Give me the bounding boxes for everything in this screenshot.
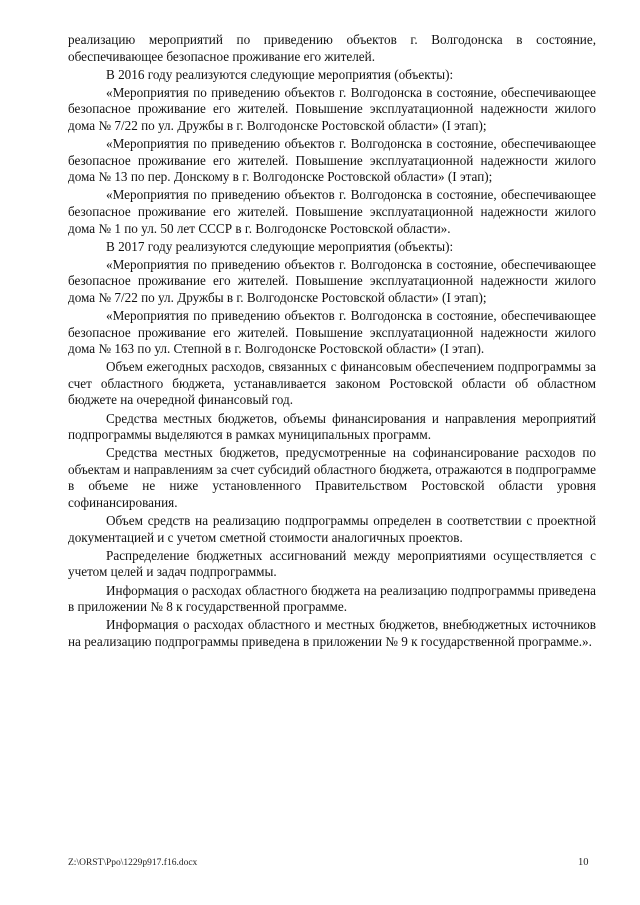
paragraph-local-budgets: Средства местных бюджетов, объемы финансирования и направления мероприятий подпрограммы выделяются в рамках муниципальных программ.: [68, 410, 596, 443]
paragraph-2017-intro: В 2017 году реализуются следующие мероприятия (объекты):: [106, 238, 454, 254]
paragraph-funding-volume: Объем средств на реализацию подпрограммы определен в соответствии с проектной документацией и с учетом сметной стоимости аналогичных проектов.: [68, 513, 596, 545]
paragraph-cofinancing: Средства местных бюджетов, предусмотренные на софинансирование расходов по объектам и направлениям за счет субсидий областного бюджета, отражаются в подпрограмме в объеме не ниже установленного Правительством Ростовской области уровня софинансирования.: [68, 445, 596, 511]
paragraph-2016-intro: В 2016 году реализуются следующие мероприятия (объекты):: [106, 66, 454, 82]
paragraph-appendix-9: Информация о расходах областного и местных бюджетов, внебюджетных источников на реализацию подпрограммы приведена в приложении № 9 к государственной программе.».: [68, 617, 596, 649]
document-body: [68, 32, 596, 652]
paragraph-2016-item-1: «Мероприятия по приведению объектов г. Волгодонска в состояние, обеспечивающее безопасное проживание его жителей. Повышение эксплуатационной надежности жилого дома № 7/22 по ул. Дружбы в г. Волгодонске Ростовской области» (I этап);: [68, 84, 596, 133]
footer-page-number: 10: [578, 857, 589, 868]
paragraph-annual-expenses: Объем ежегодных расходов, связанных с финансовым обеспечением подпрограммы за счет областного бюджета, устанавливается законом Ростовской области об областном бюджете на очередной финансовый год.: [68, 359, 596, 408]
paragraph-2017-item-1: «Мероприятия по приведению объектов г. Волгодонска в состояние, обеспечивающее безопасное проживание его жителей. Повышение эксплуатационной надежности жилого дома № 7/22 по ул. Дружбы в г. Волгодонске Ростовской области» (I этап);: [68, 256, 596, 305]
paragraph-continuation: реализацию мероприятий по приведению объектов г. Волгодонска в состояние, обеспечивающее безопасное проживание его жителей.: [68, 32, 596, 64]
paragraph-2017-item-2: «Мероприятия по приведению объектов г. Волгодонска в состояние, обеспечивающее безопасное проживание его жителей. Повышение эксплуатационной надежности жилого дома № 163 по ул. Степной в г. Волгодонске Ростовской области» (I этап).: [68, 308, 596, 357]
paragraph-appendix-8: Информация о расходах областного бюджета на реализацию подпрограммы приведена в приложении № 8 к государственной программе.: [68, 582, 596, 615]
paragraph-2016-item-2: «Мероприятия по приведению объектов г. Волгодонска в состояние, обеспечивающее безопасное проживание его жителей. Повышение эксплуатационной надежности жилого дома № 13 по пер. Донскому в г. Волгодонске Ростовской области» (I этап);: [68, 136, 596, 185]
paragraph-allocation: Распределение бюджетных ассигнований между мероприятиями осуществляется с учетом целей и задач подпрограммы.: [68, 547, 596, 580]
paragraph-2016-item-3: «Мероприятия по приведению объектов г. Волгодонска в состояние, обеспечивающее безопасное проживание его жителей. Повышение эксплуатационной надежности жилого дома № 1 по ул. 50 лет СССР в г. Волгодонске Ростовской области».: [68, 187, 596, 236]
footer-file-path: Z:\ORST\Ppo\1229p917.f16.docx: [68, 858, 198, 868]
